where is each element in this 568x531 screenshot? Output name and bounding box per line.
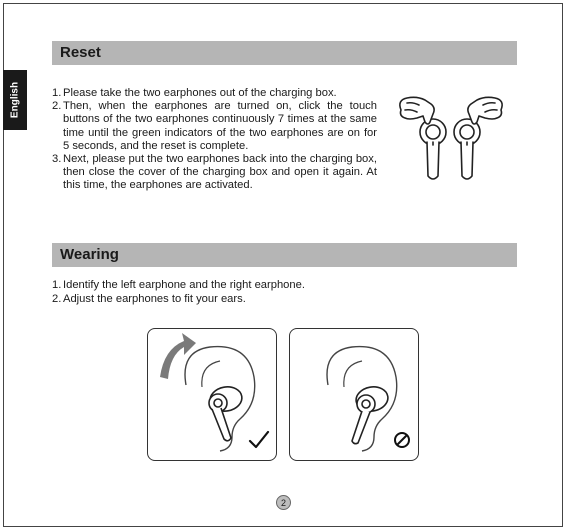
- correct-wearing-illustration: [148, 329, 275, 459]
- check-mark-icon: [250, 432, 268, 447]
- reset-step: 1. Please take the two earphones out of the charging box.: [52, 87, 337, 99]
- wearing-section-title: Wearing: [52, 243, 517, 267]
- page-number: 2: [276, 495, 291, 510]
- language-tab: [3, 70, 27, 130]
- language-tab-label: English: [9, 81, 21, 119]
- pointing-hand-icon: [468, 97, 502, 124]
- incorrect-wearing-illustration: [290, 329, 417, 459]
- prohibited-icon: [395, 433, 409, 447]
- incorrect-wearing-panel: [289, 328, 419, 461]
- reset-touch-illustration: [395, 92, 510, 187]
- wearing-steps-list: [52, 279, 432, 306]
- reset-step: 2. Then, when the earphones are turned on, click the touch buttons of the two earphones continuously 7 times at the same time until the green indicators of the two earphones are on for 5 seconds, and the reset is complete.: [52, 100, 377, 152]
- reset-step: 3. Next, please put the two earphones back into the charging box, then close the cover of the charging box and open it again. At this time, the earphones are activated.: [52, 153, 377, 192]
- correct-wearing-panel: [147, 328, 277, 461]
- pointing-hand-icon: [400, 97, 434, 124]
- right-earphone-icon: [454, 119, 480, 179]
- wearing-step: 1. Identify the left earphone and the right earphone.: [52, 279, 305, 291]
- wearing-step: 2. Adjust the earphones to fit your ears.: [52, 292, 246, 305]
- left-earphone-icon: [420, 119, 446, 179]
- reset-steps-list: [52, 87, 377, 193]
- reset-section-title: Reset: [52, 41, 517, 65]
